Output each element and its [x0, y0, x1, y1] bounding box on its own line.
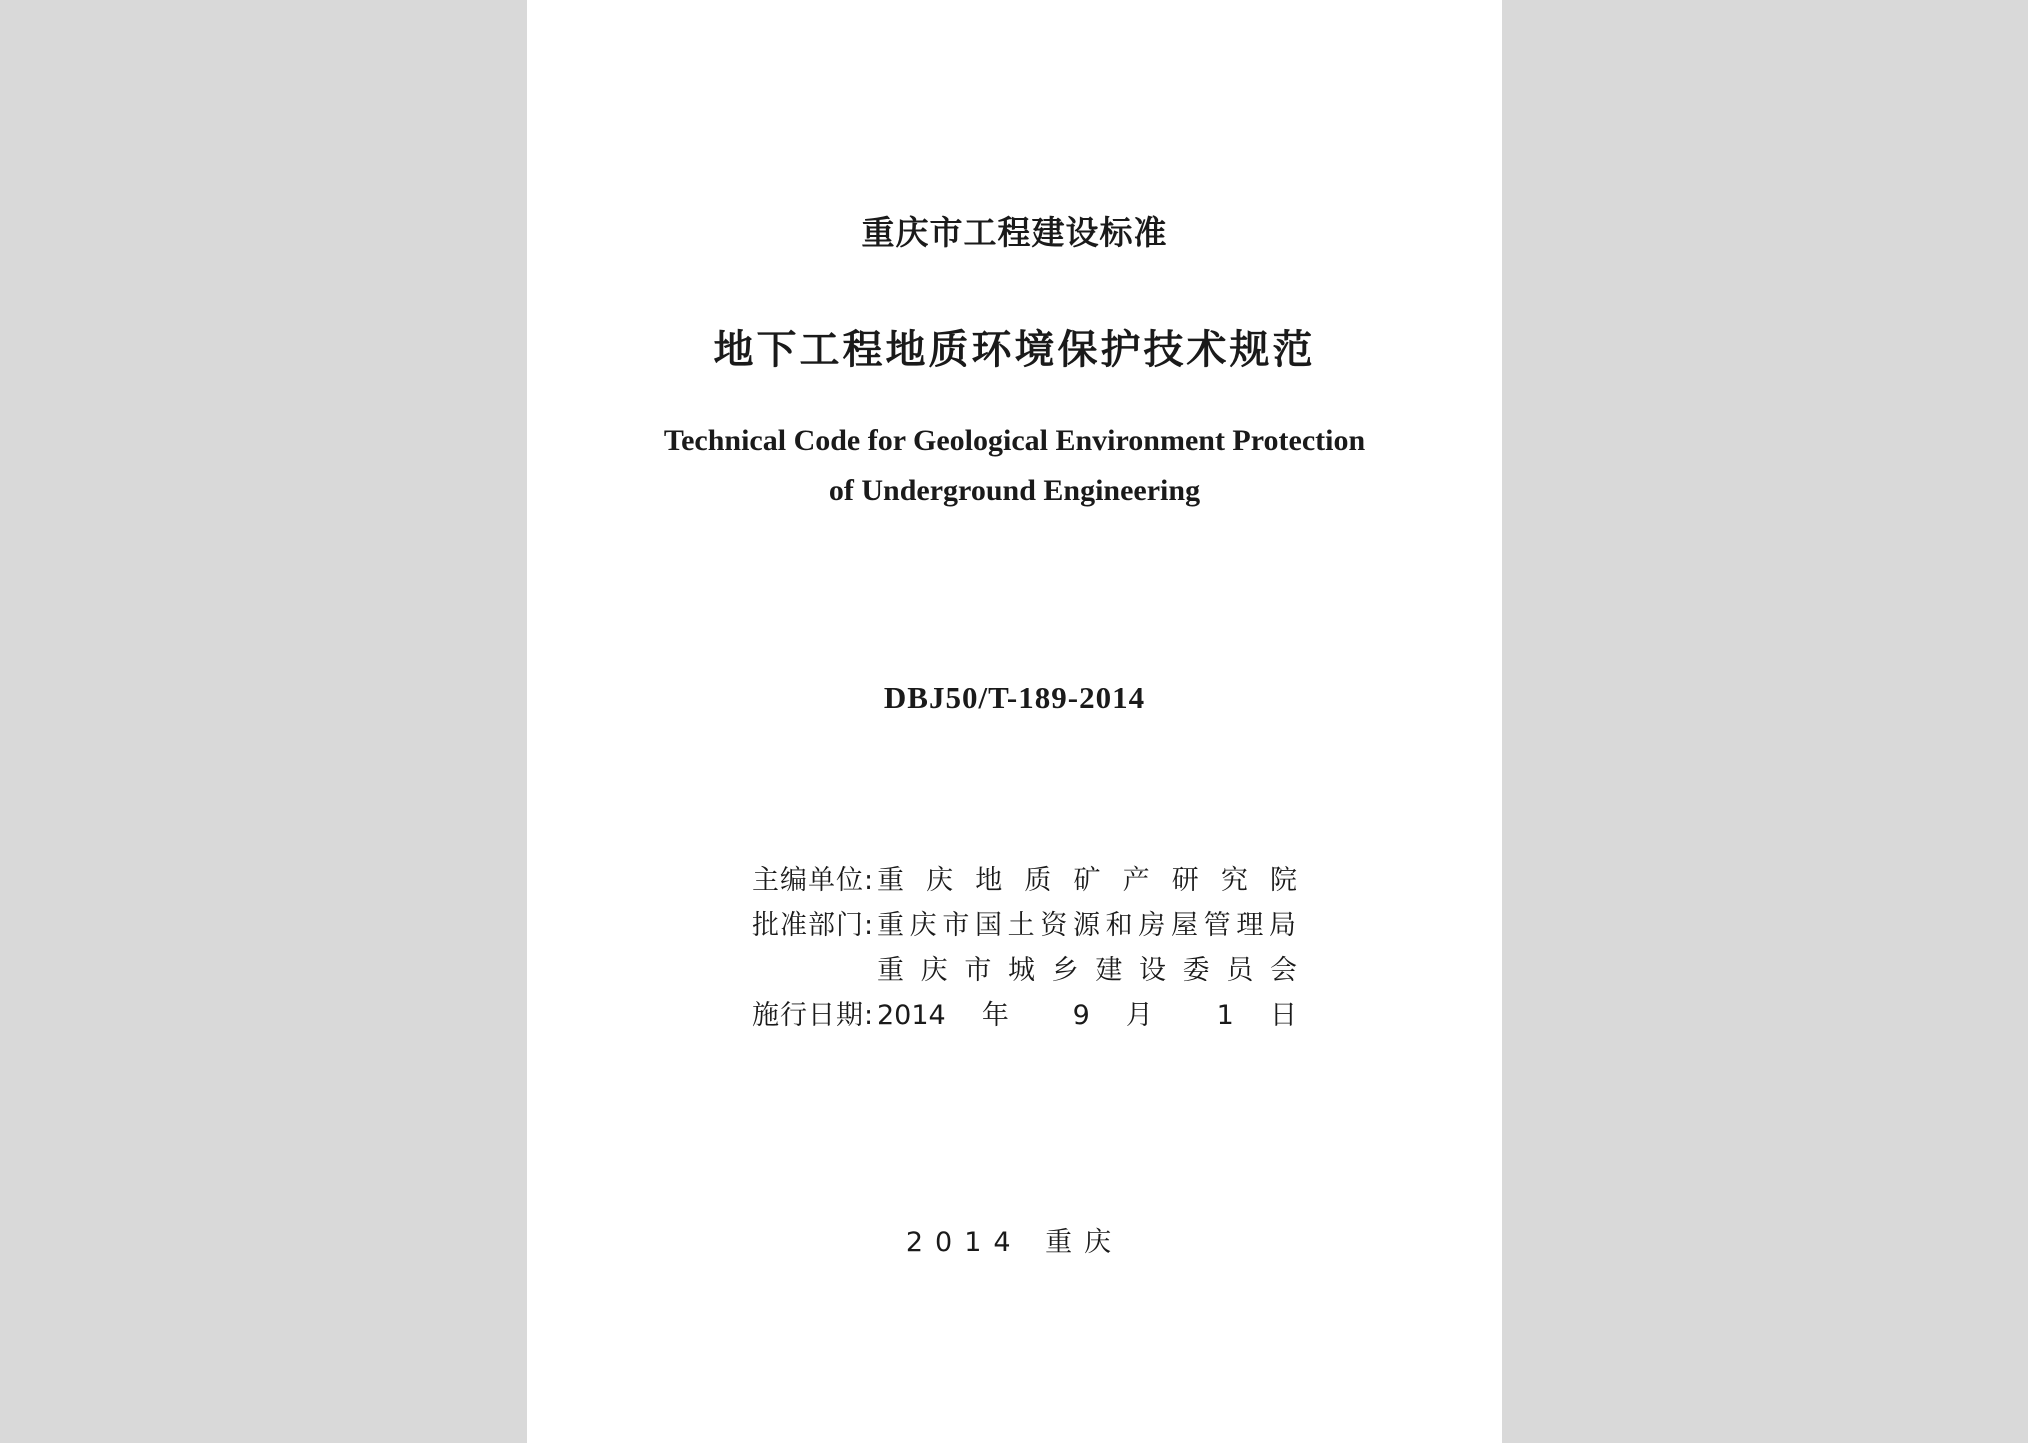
document-page [527, 0, 1502, 1443]
title-english-line-1: Technical Code for Geological Environment Protection [663, 424, 1366, 457]
publication-footer [527, 1222, 1502, 1264]
editor-value: 重庆地质矿产研究院 [877, 865, 1297, 896]
title-chinese: 地下工程地质环境保护技术规范 [713, 327, 1316, 373]
approval-row [752, 903, 1297, 948]
approval-row-2 [752, 948, 1297, 993]
date-label: 施行日期: [752, 1000, 875, 1031]
approval-value-2: 重庆市城乡建设委员会 [877, 955, 1297, 986]
title-english-line-2: of Underground Engineering [828, 474, 1201, 507]
footer-city: 重庆 [1045, 1227, 1124, 1258]
standard-code: DBJ50/T-189-2014 [883, 680, 1146, 715]
approval-label-spacer [752, 948, 877, 993]
approval-label: 批准部门: [752, 910, 875, 941]
editor-label: 主编单位: [752, 865, 875, 896]
date-row [752, 993, 1297, 1038]
publication-info [752, 858, 1297, 1038]
footer-year: 2014 [905, 1227, 1023, 1258]
standard-series: 重庆市工程建设标准 [861, 213, 1168, 252]
approval-value-1: 重庆市国土资源和房屋管理局 [877, 910, 1297, 941]
editor-row [752, 858, 1297, 903]
date-value: 2014 年 9 月 1 日 [877, 1000, 1297, 1031]
